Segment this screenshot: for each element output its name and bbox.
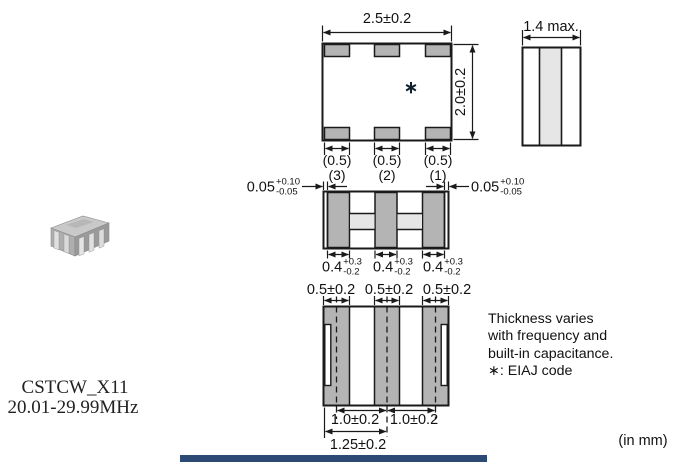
- ceramic-element: [350, 214, 375, 230]
- product-frequency-range: 20.01-29.99MHz: [7, 397, 139, 418]
- electrode: [375, 193, 397, 248]
- pad-width-dim-1: (0.5): [322, 152, 352, 168]
- pad-notch: [441, 325, 447, 386]
- top-view-height-dim: 2.0±0.2: [453, 67, 469, 117]
- dim-value: 0.05: [246, 179, 275, 195]
- note-line-4: ∗: EIAJ code: [488, 362, 573, 379]
- terminal-number-3: (3): [328, 167, 346, 183]
- dim-value: 0.05: [471, 179, 500, 195]
- tolerance-stack: +0.3 -0.2: [343, 256, 362, 277]
- tolerance-stack: +0.10 -0.05: [500, 176, 525, 197]
- electrode: [328, 193, 350, 248]
- edge-margin-dim-right: [471, 178, 524, 197]
- terminal-number-1: (1): [429, 167, 447, 183]
- thickness-note: [488, 311, 613, 380]
- bottom-pad-width-dim-3: 0.5±0.2: [422, 282, 472, 298]
- side-view-width-dim: 1.4 max.: [523, 19, 579, 35]
- bottom-pad-width-dim-1: 0.5±0.2: [306, 282, 356, 298]
- top-pad: [325, 128, 350, 140]
- electrode: [423, 193, 445, 248]
- pad-width-dim-2: (0.5): [372, 152, 402, 168]
- bottom-pad-width-dim-2: 0.5±0.2: [364, 282, 414, 298]
- eiaj-marker: ∗: [403, 78, 419, 97]
- top-pad: [426, 45, 451, 57]
- tolerance-stack: +0.3 -0.2: [394, 256, 413, 277]
- pad-pitch-dim-1: 1.0±0.2: [330, 412, 380, 428]
- section-view-drawing: [302, 182, 469, 259]
- top-view-width-dim: 2.5±0.2: [362, 11, 412, 27]
- edge-margin-dim-left: [247, 178, 300, 197]
- tolerance-stack: +0.3 -0.2: [444, 256, 463, 277]
- resonator-chip-illustration: [44, 211, 116, 261]
- top-pad: [375, 128, 400, 140]
- terminal-number-2: (2): [378, 167, 396, 183]
- note-line-1: Thickness varies: [488, 311, 594, 327]
- note-line-3: built-in capacitance.: [488, 345, 614, 362]
- product-name: CSTCW_X11: [21, 377, 129, 398]
- top-pad: [325, 45, 350, 57]
- units-note: (in mm): [618, 433, 668, 449]
- tolerance-stack: +0.10 -0.05: [275, 176, 300, 197]
- note-line-2: with frequency and: [488, 328, 608, 345]
- ceramic-element: [398, 214, 423, 230]
- edge-to-center-dim: 1.25±0.2: [329, 437, 387, 453]
- electrode-width-dim-2: 0.4 +0.3 -0.2: [373, 256, 413, 277]
- pad-notch: [325, 325, 331, 386]
- top-pad: [426, 128, 451, 140]
- pad-pitch-dim-2: 1.0±0.2: [389, 412, 439, 428]
- product-photo: [44, 211, 116, 261]
- side-view-drawing: [523, 30, 581, 146]
- pad-width-dim-3: (0.5): [423, 152, 453, 168]
- electrode-width-dim-3: 0.4 +0.3 -0.2: [423, 256, 463, 277]
- top-pad: [375, 45, 400, 57]
- electrode-width-dim-1: 0.4 +0.3 -0.2: [322, 256, 362, 277]
- footer-bar: [180, 455, 487, 462]
